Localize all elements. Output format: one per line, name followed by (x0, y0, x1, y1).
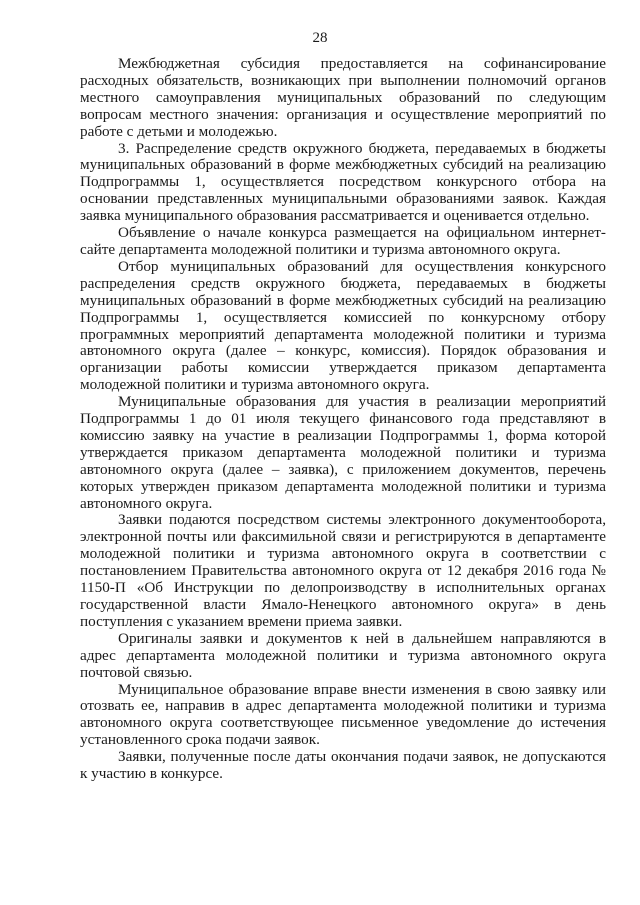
paragraph: Муниципальное образование вправе внести изменения в свою заявку или отозвать ее, направив в адрес департамента молодежной политики и туризма автономного округа соответствующее письменное уведомление до истечения установленного срока подачи заявок. (80, 680, 606, 749)
paragraph: Межбюджетная субсидия предоставляется на софинансирование расходных обязательств, возникающих при выполнении полномочий органов местного самоуправления муниципальных образований по следующим вопросам местного значения: организация и осуществление мероприятий по работе с детьми и молодежью. (80, 55, 606, 140)
body-text (80, 56, 606, 783)
paragraph: Муниципальные образования для участия в реализации мероприятий Подпрограммы 1 до 01 июля текущего финансового года представляют в комиссию заявку на участие в реализации Подпрограммы 1, форма которой утверждается приказом департамента молодежной политики и туризма автономного округа (далее – заявка), с приложением документов, перечень которых утвержден приказом департамента молодежной политики и туризма автономного округа. (80, 393, 606, 512)
paragraph: Отбор муниципальных образований для осуществления конкурсного распределения средств окружного бюджета, передаваемых в бюджеты муниципальных образований в форме межбюджетных субсидий на реализацию Подпрограммы 1, осуществляется комиссией по конкурсному отбору программных мероприятий департамента молодежной политики и туризма автономного округа (далее – конкурс, комиссия). Порядок образования и организации работы комиссии утверждается приказом департамента молодежной политики и туризма автономного округа. (80, 257, 606, 394)
paragraph: Заявки, полученные после даты окончания подачи заявок, не допускаются к участию в конкурсе. (80, 748, 606, 783)
paragraph: 3. Распределение средств окружного бюджета, передаваемых в бюджеты муниципальных образований в форме межбюджетных субсидий на реализацию Подпрограммы 1, осуществляется посредством конкурсного отбора на основании представленных муниципальными образованиями заявок. Каждая заявка муниципального образования рассматривается и оценивается отдельно. (80, 139, 606, 225)
paragraph: Заявки подаются посредством системы электронного документооборота, электронной почты или факсимильной связи и регистрируются в департаменте молодежной политики и туризма автономного округа в соответствии с постановлением Правительства автономного округа от 12 декабря 2016 года № 1150-П «Об Инструкции по делопроизводству в исполнительных органах государственной власти Ямало-Ненецкого автономного округа» в день поступления с указанием времени приема заявки. (80, 511, 606, 630)
page-number: 28 (312, 30, 328, 46)
paragraph: Оригиналы заявки и документов к ней в дальнейшем направляются в адрес департамента молодежной политики и туризма автономного округа почтовой связью. (80, 629, 606, 681)
paragraph: Объявление о начале конкурса размещается на официальном интернет-сайте департамента молодежной политики и туризма автономного округа. (80, 224, 606, 258)
